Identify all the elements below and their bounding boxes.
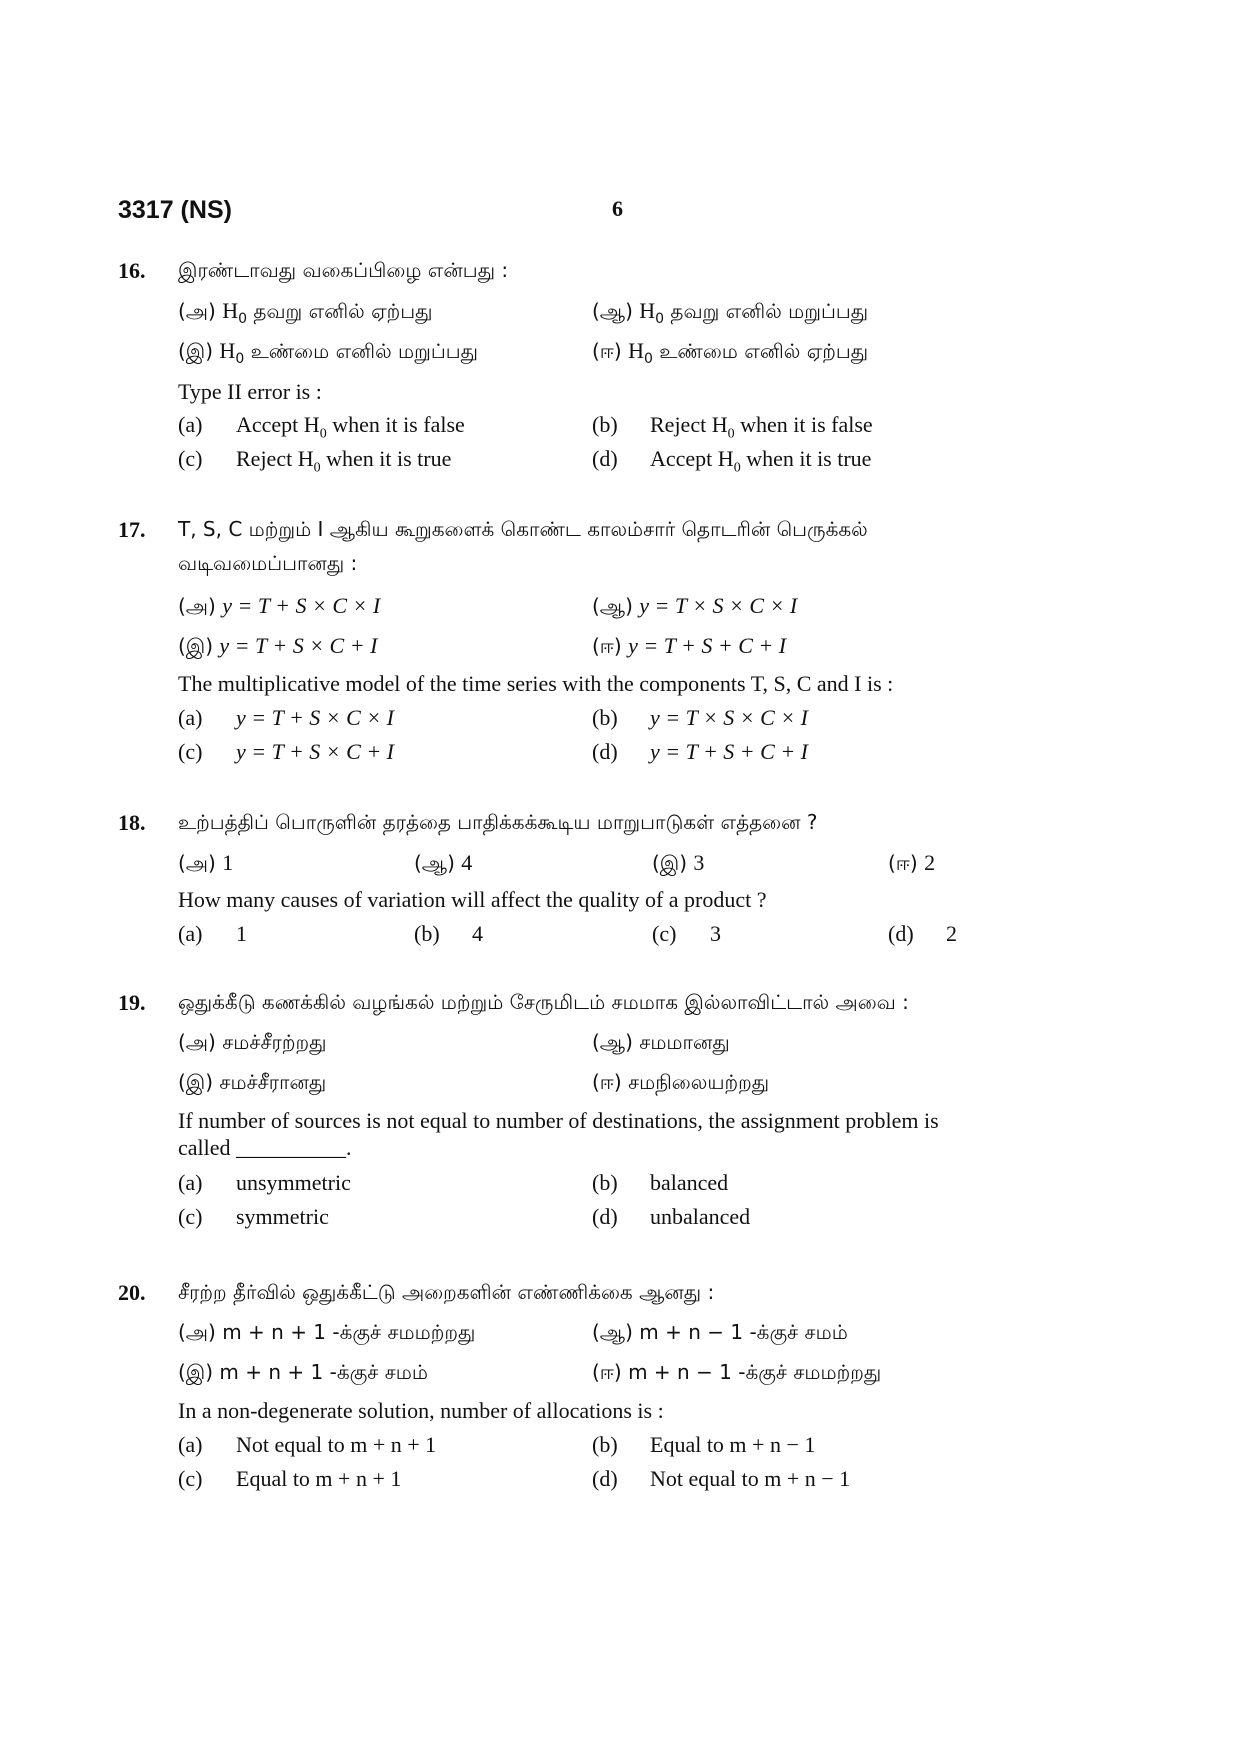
tamil-option: (ஈ) m + n − 1 -க்குச் சமமற்றது (592, 1360, 882, 1384)
tamil-option: (இ) $H_0$ உண்மை எனில் மறுப்பது (178, 338, 478, 367)
english-option: (a) Accept $H_0$ when it is false (178, 412, 465, 442)
tamil-option: (ஈ) 2 (888, 850, 936, 875)
english-option: (c) 3 (652, 921, 721, 946)
english-option: (c) Equal to m + n + 1 (178, 1466, 402, 1491)
english-stem: Type II error is : (178, 379, 322, 404)
tamil-option: (ஈ) y = T + S + C + I (592, 633, 787, 658)
tamil-stem: சீரற்ற தீர்வில் ஒதுக்கீட்டு அறைகளின் எண்ணிக்கை ஆனது : (178, 1280, 715, 1304)
english-stem: If number of sources is not equal to number of destinations, the assignment problem is (178, 1108, 939, 1133)
english-option: (c) Reject $H_0$ when it is true (178, 446, 452, 476)
tamil-option: (ஆ) சமமானது (592, 1030, 730, 1054)
tamil-option: (ஆ) 4 (414, 850, 473, 875)
english-stem: In a non-degenerate solution, number of allocations is : (178, 1398, 664, 1423)
tamil-stem-continued: வடிவமைப்பானது : (178, 551, 358, 575)
question-number: 20. (118, 1280, 146, 1305)
tamil-stem: உற்பத்திப் பொருளின் தரத்தை பாதிக்கக்கூடிய மாறுபாடுகள் எத்தனை ? (178, 810, 818, 834)
tamil-option: (இ) y = T + S × C + I (178, 633, 378, 658)
english-option: (d) 2 (888, 921, 957, 946)
english-option: (c) y = T + S × C + I (178, 739, 394, 764)
english-option: (a) unsymmetric (178, 1170, 351, 1195)
english-option: (c) symmetric (178, 1204, 329, 1229)
tamil-option: (இ) 3 (652, 850, 705, 875)
tamil-stem: ஒதுக்கீடு கணக்கில் வழங்கல் மற்றும் சேருமிடம் சமமாக இல்லாவிட்டால் அவை : (178, 990, 909, 1014)
english-stem-continued: called __________. (178, 1135, 352, 1160)
english-option: (d) Accept $H_0$ when it is true (592, 446, 872, 476)
english-option: (b) Equal to m + n − 1 (592, 1432, 816, 1457)
english-option: (b) balanced (592, 1170, 729, 1195)
english-option: (d) Not equal to m + n − 1 (592, 1466, 851, 1491)
tamil-option: (இ) சமச்சீரானது (178, 1070, 327, 1094)
english-option: (a) 1 (178, 921, 247, 946)
tamil-stem: T, S, C மற்றும் I ஆகிய கூறுகளைக் கொண்ட காலம்சார் தொடரின் பெருக்கல் (178, 517, 868, 541)
tamil-option: (ஈ) $H_0$ உண்மை எனில் ஏற்பது (592, 338, 869, 367)
english-option: (b) y = T × S × C × I (592, 705, 808, 730)
tamil-option: (அ) m + n + 1 -க்குச் சமமற்றது (178, 1320, 476, 1344)
english-option: (b) Reject $H_0$ when it is false (592, 412, 873, 442)
tamil-option: (ஆ) m + n − 1 -க்குச் சமம் (592, 1320, 848, 1344)
question-number: 18. (118, 810, 146, 835)
tamil-option: (ஈ) சமநிலையற்றது (592, 1070, 770, 1094)
english-stem: The multiplicative model of the time series with the components T, S, C and I is : (178, 671, 894, 696)
english-option: (a) y = T + S × C × I (178, 705, 394, 730)
paper-code: 3317 (NS) (118, 196, 232, 224)
tamil-option: (அ) சமச்சீரற்றது (178, 1030, 327, 1054)
tamil-stem: இரண்டாவது வகைப்பிழை என்பது : (178, 258, 509, 282)
english-option: (a) Not equal to m + n + 1 (178, 1432, 437, 1457)
tamil-option: (ஆ) $H_0$ தவறு எனில் மறுப்பது (592, 298, 869, 327)
question-number: 19. (118, 990, 146, 1015)
english-option: (b) 4 (414, 921, 483, 946)
english-option: (d) unbalanced (592, 1204, 751, 1229)
question-number: 16. (118, 258, 146, 283)
tamil-option: (அ) 1 (178, 850, 234, 875)
tamil-option: (அ) $H_0$ தவறு எனில் ஏற்பது (178, 298, 433, 327)
question-number: 17. (118, 517, 146, 542)
english-option: (d) y = T + S + C + I (592, 739, 808, 764)
tamil-option: (ஆ) y = T × S × C × I (592, 593, 798, 618)
tamil-option: (அ) y = T + S × C × I (178, 593, 381, 618)
page-number: 6 (612, 196, 623, 221)
tamil-option: (இ) m + n + 1 -க்குச் சமம் (178, 1360, 428, 1384)
english-stem: How many causes of variation will affect the quality of a product ? (178, 887, 767, 912)
